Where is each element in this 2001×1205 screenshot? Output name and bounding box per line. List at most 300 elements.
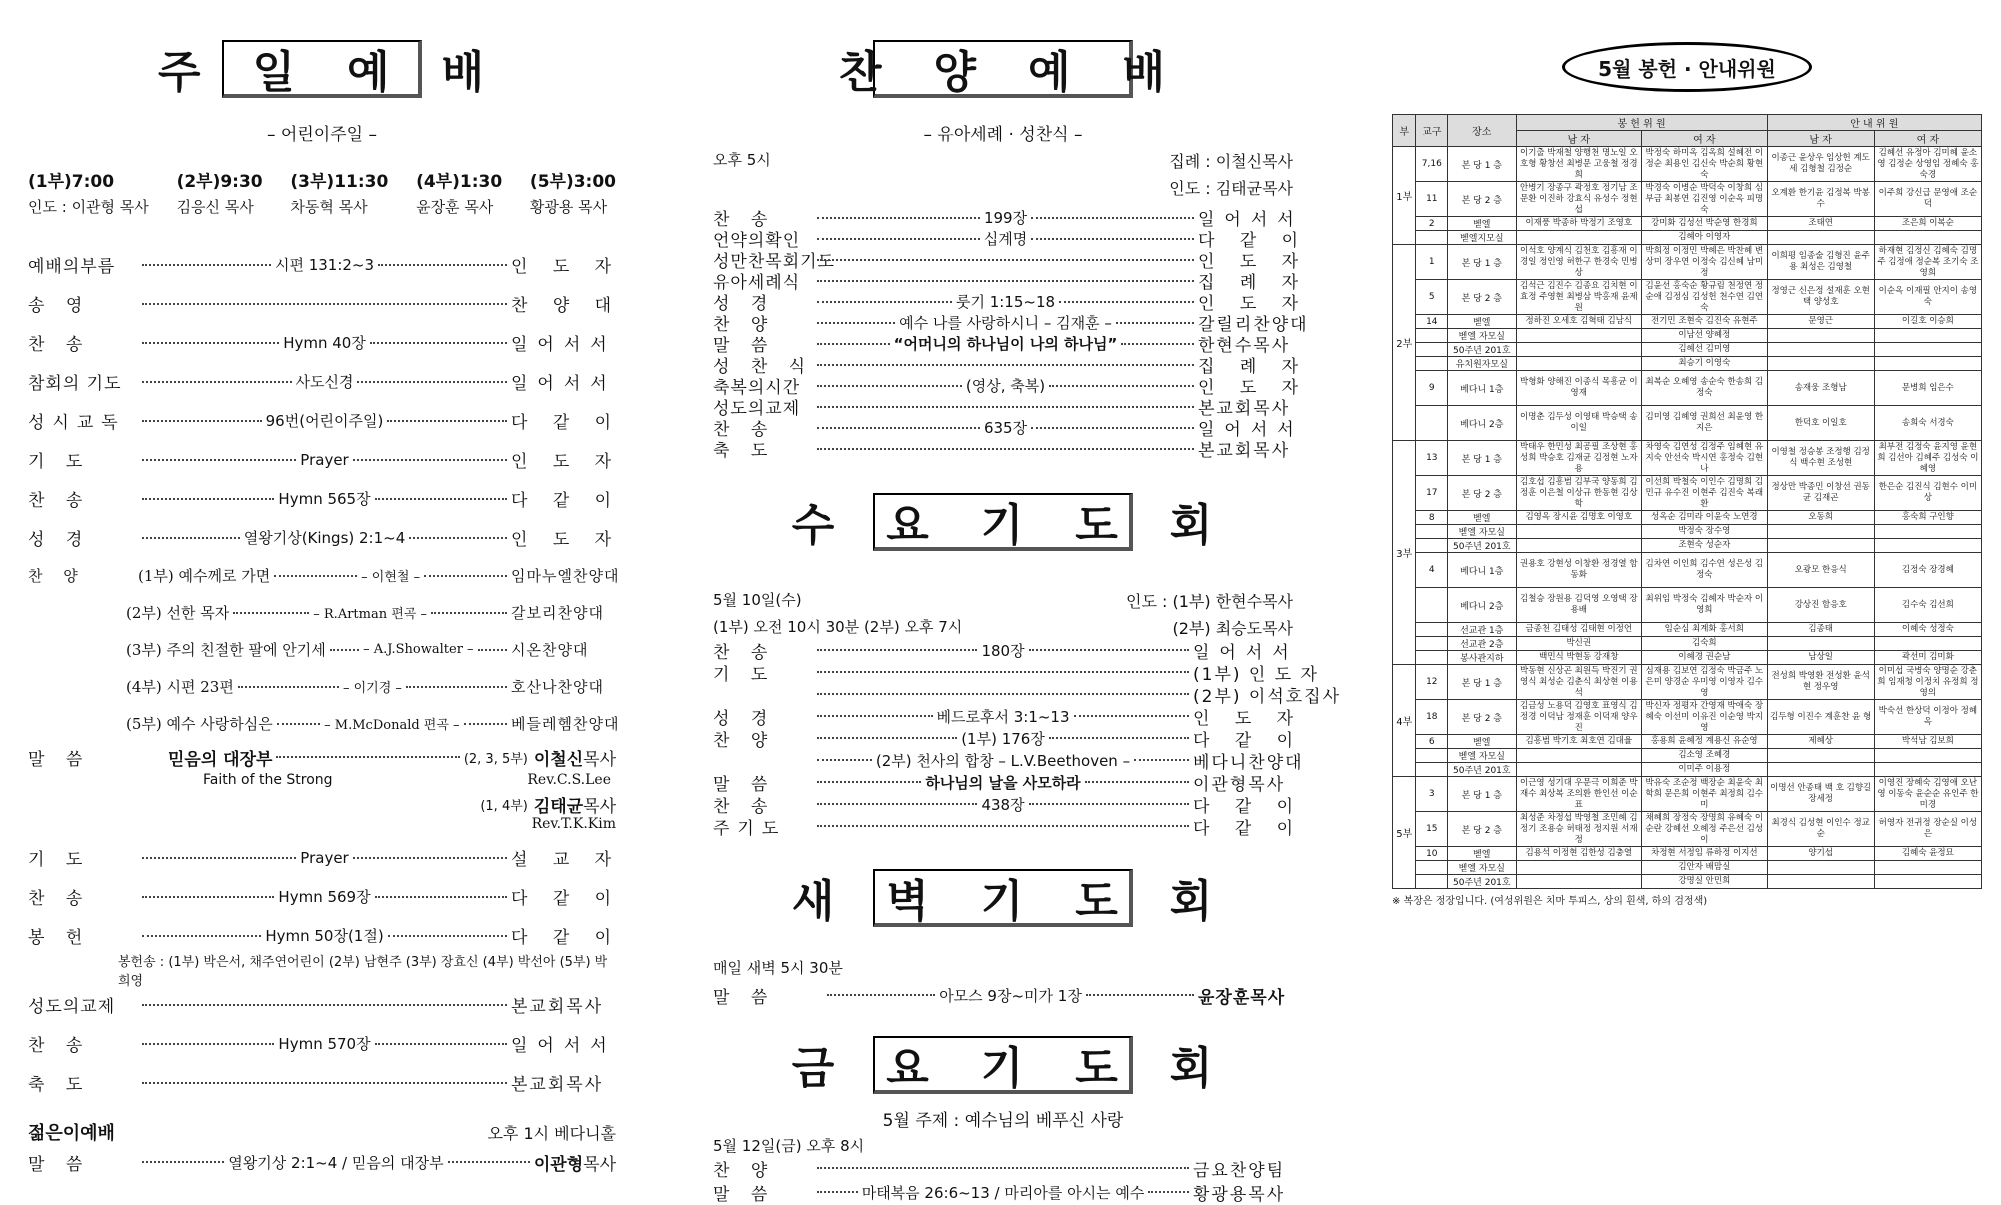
district-cell xyxy=(1416,231,1448,245)
leader-dots xyxy=(138,254,511,275)
order-role: 황광용목사 xyxy=(1193,1184,1286,1205)
order-row xyxy=(28,245,622,284)
names-cell: 강상진 함응호 xyxy=(1767,588,1874,623)
order-row xyxy=(28,479,622,518)
names-cell xyxy=(1767,861,1874,875)
order-label: 말 씀 xyxy=(713,1184,776,1205)
district-cell xyxy=(1416,875,1448,889)
names-cell: 이남선 양혜정 xyxy=(1642,329,1768,343)
district-cell: 14 xyxy=(1416,315,1448,329)
names-cell: 최부전 김정숙 윤지영 윤현희 김선아 김혜주 김성숙 이혜영 xyxy=(1874,441,1981,476)
order-role: 인 도 자 xyxy=(511,452,622,472)
names-cell xyxy=(1874,861,1981,875)
youth-label: 말 씀 xyxy=(28,1154,91,1175)
order-row xyxy=(28,401,622,440)
order-role: 일어서서 xyxy=(1198,420,1304,440)
anthem-choir: 베들레헴찬양대 xyxy=(511,715,620,733)
names-cell: 이희평 임종술 김형진 윤주용 최성은 김영철 xyxy=(1767,245,1874,280)
offering-song: 봉헌송 : (1부) 박은서, 채주연어린이 (2부) 남현주 (3부) 장효신 (4부) 박선아 (5부) 박희영 xyxy=(118,955,608,989)
dawn-title xyxy=(791,869,1213,927)
friday-title xyxy=(791,1036,1213,1094)
order-row xyxy=(28,1024,616,1063)
names-cell xyxy=(1874,525,1981,539)
order-label: 참회의 기도 xyxy=(28,374,122,394)
district-cell: 4 xyxy=(1416,553,1448,588)
order-label: 기 도 xyxy=(28,850,91,870)
order-row xyxy=(28,1063,616,1102)
leader-dots xyxy=(813,794,1193,815)
names-cell: 김혜아 이영자 xyxy=(1642,231,1768,245)
header-male: 남 자 xyxy=(1516,131,1642,147)
order-row xyxy=(713,354,1309,377)
order-label: 축 도 xyxy=(713,441,776,461)
leader-dots xyxy=(813,207,1198,228)
order-label: 성도의교제 xyxy=(713,399,801,419)
district-cell xyxy=(1416,525,1448,539)
service-leader: 김응신 목사 xyxy=(176,198,254,216)
order-role: 다 같 이 xyxy=(1198,231,1309,251)
names-cell xyxy=(1874,539,1981,553)
place-cell: 벧엘 xyxy=(1448,315,1516,329)
title-char: 회 xyxy=(1169,500,1213,551)
place-cell: 본 당 2 층 xyxy=(1448,280,1516,315)
order-content: 예수 나를 사랑하시니 – 김재훈 – xyxy=(899,314,1112,332)
order-label: 성 찬 식 xyxy=(713,357,814,377)
names-cell: 문영근 xyxy=(1767,315,1874,329)
leader-dots xyxy=(813,1182,1193,1203)
sermon-parts-2: (1, 4부) xyxy=(480,798,528,814)
names-cell: 오동희 xyxy=(1767,511,1874,525)
names-cell xyxy=(1516,343,1642,357)
anthem-title: (1부) 예수께로 가면 xyxy=(138,567,271,585)
header-offering: 봉 헌 위 원 xyxy=(1516,115,1767,131)
names-cell: 김석근 김진수 김종요 김치현 이효정 주영현 최병삼 박홍재 윤제원 xyxy=(1516,280,1642,315)
names-cell xyxy=(1516,329,1642,343)
order-row xyxy=(713,270,1309,293)
order-content: 룻기 1:15~18 xyxy=(955,293,1056,311)
title-char: 도 xyxy=(1075,500,1118,551)
order-row xyxy=(713,749,1304,773)
title-char: 수 xyxy=(791,500,835,551)
leader-dots xyxy=(813,728,1193,749)
leader-dots xyxy=(138,332,511,353)
leader-dots xyxy=(813,333,1198,354)
order-role: 이관형목사 xyxy=(1193,774,1286,795)
sunday-order xyxy=(28,245,622,557)
names-cell: 김금성 노용덕 김영호 표영식 김정경 이덕남 정재훈 이덕재 양우진 xyxy=(1516,700,1642,735)
title-char: 양 xyxy=(933,47,976,98)
names-cell: 이미섭 국병숙 양명순 강춘희 임재청 이정치 유정희 정영의 xyxy=(1874,665,1981,700)
order-label: 송 영 xyxy=(28,296,91,316)
names-cell: 김두형 이진수 계훈찬 윤 형 xyxy=(1767,700,1874,735)
order-label: 찬 송 xyxy=(28,1036,91,1056)
order-role: 본교회목사 xyxy=(511,1075,604,1095)
names-cell: 백민식 박현동 강재창 xyxy=(1516,651,1642,665)
names-cell: 최위임 박정숙 김혜자 박순자 이영희 xyxy=(1642,588,1768,623)
names-cell: 정하진 오세호 김혁태 김남식 xyxy=(1516,315,1642,329)
order-label: 기 도 xyxy=(28,452,91,472)
names-cell: 김철승 장원용 김덕영 오영택 장용배 xyxy=(1516,588,1642,623)
order-row xyxy=(28,877,622,916)
title-char: 요 xyxy=(886,1043,929,1094)
service-time-2 xyxy=(177,167,263,217)
names-cell xyxy=(1767,763,1874,777)
praise-title xyxy=(838,40,1166,98)
names-cell: 허영자 전귀정 장순실 이성은 xyxy=(1874,812,1981,847)
names-cell: 이혜숙 성정숙 xyxy=(1874,623,1981,637)
order-role: 인 도 자 xyxy=(1198,294,1309,314)
order-label: 찬 양 xyxy=(713,730,776,751)
order-label: 봉 헌 xyxy=(28,928,91,948)
order-role: 본교회목사 xyxy=(1198,399,1291,419)
order-row xyxy=(713,1180,1293,1204)
order-row xyxy=(713,417,1304,440)
anthem-row xyxy=(28,631,616,668)
names-cell: 김미영 김혜영 권희선 최윤영 한지은 xyxy=(1642,406,1768,441)
sunday-sermon xyxy=(28,742,616,838)
district-cell xyxy=(1416,357,1448,371)
names-cell: 전성희 박영환 전성환 윤석현 정우영 xyxy=(1767,665,1874,700)
title-char: 도 xyxy=(1075,876,1118,927)
order-label: 찬 송 xyxy=(713,642,776,663)
names-cell xyxy=(1874,329,1981,343)
service-time-4 xyxy=(416,167,502,217)
names-cell: 최복순 오혜영 송순숙 한송희 김정숙 xyxy=(1642,371,1768,406)
district-cell xyxy=(1416,406,1448,441)
names-cell: 김안자 배맘실 xyxy=(1642,861,1768,875)
service-time-5 xyxy=(530,167,616,217)
title-char: 회 xyxy=(1169,1043,1213,1094)
names-cell: 김윤선 홍숙순 황규림 천정연 정순애 김정심 김성헌 천수연 김연숙 xyxy=(1642,280,1768,315)
names-cell: 이주희 강신급 문영애 조순덕 xyxy=(1874,182,1981,217)
order-label: 유아세례식 xyxy=(713,273,801,293)
order-role: 집 례 자 xyxy=(1198,357,1309,377)
names-cell: 조현숙 성순자 xyxy=(1642,539,1768,553)
order-row xyxy=(28,440,622,479)
district-cell xyxy=(1416,539,1448,553)
order-content: Prayer xyxy=(300,848,349,867)
names-cell xyxy=(1516,749,1642,763)
district-cell: 7,16 xyxy=(1416,147,1448,182)
anthem-row xyxy=(28,557,620,594)
order-label: 성 경 xyxy=(713,294,776,314)
dawn-label: 말 씀 xyxy=(713,987,776,1008)
names-cell: 이미주 이용정 xyxy=(1642,763,1768,777)
names-cell: 이영철 정승봉 조정행 김정식 백수현 조성현 xyxy=(1767,441,1874,476)
order-row xyxy=(28,985,616,1024)
leader-dots xyxy=(813,280,1198,282)
district-cell: 12 xyxy=(1416,665,1448,700)
leader-dots xyxy=(813,259,1198,261)
order-content: 96번(어린이주일) xyxy=(265,412,384,430)
district-cell: 1 xyxy=(1416,245,1448,280)
anthem-composer: – M.McDonald 편곡 – xyxy=(324,718,460,733)
sermon-title-en: Faith of the Strong xyxy=(203,772,333,788)
district-cell xyxy=(1416,588,1448,623)
header-district: 교구 xyxy=(1416,115,1448,147)
district-cell xyxy=(1416,861,1448,875)
place-cell: 봉사관지하 xyxy=(1448,651,1516,665)
leader-dots xyxy=(813,671,1193,673)
leader-dots xyxy=(138,371,511,392)
names-cell: 김혜숙 윤정묘 xyxy=(1874,847,1981,861)
youth-preacher: 이관형 xyxy=(533,1154,584,1175)
order-content: Prayer xyxy=(300,450,349,469)
district-cell: 18 xyxy=(1416,700,1448,735)
names-cell: 박경숙 이병순 박덕숙 이창희 심부금 최봉연 김진영 이순옥 피명숙 xyxy=(1642,182,1768,217)
names-cell xyxy=(1874,231,1981,245)
anthem-choir: 갈보리찬양대 xyxy=(511,604,604,622)
leader-dots xyxy=(813,417,1198,438)
order-role: 일어서서 xyxy=(511,374,617,394)
order-row xyxy=(713,793,1304,817)
anthem-title: (2부) 선한 목자 xyxy=(126,604,230,622)
order-role: 다 같 이 xyxy=(511,491,622,511)
order-content: 열왕기상(Kings) 2:1~4 xyxy=(243,529,406,547)
district-cell: 11 xyxy=(1416,182,1448,217)
names-cell xyxy=(1516,861,1642,875)
names-cell: 조은희 이복순 xyxy=(1874,217,1981,231)
header-female: 여 자 xyxy=(1642,131,1768,147)
order-label: 성 경 xyxy=(28,530,91,550)
names-cell xyxy=(1767,525,1874,539)
place-cell: 벧엘 자모실 xyxy=(1448,749,1516,763)
sunday-section xyxy=(28,0,622,1178)
names-cell: 문병희 임은수 xyxy=(1874,371,1981,406)
order-label: 찬 양 xyxy=(713,1160,776,1181)
order-role: 집 례 자 xyxy=(1198,273,1309,293)
names-cell: 이종근 윤상우 임상헌 계도세 김형철 김정순 xyxy=(1767,147,1874,182)
order-label: 언약의확인 xyxy=(713,231,801,251)
district-cell xyxy=(1416,343,1448,357)
names-cell: 홍숙희 구인향 xyxy=(1874,511,1981,525)
preacher-2-suffix: 목사 xyxy=(583,796,616,817)
names-cell xyxy=(1767,539,1874,553)
place-cell: 본 당 2 층 xyxy=(1448,700,1516,735)
title-char: 배 xyxy=(1122,47,1166,98)
order-row xyxy=(28,323,616,362)
anthem-composer: – R.Artman 편곡 – xyxy=(313,607,427,622)
announce-note: ※ 복장은 정장입니다. (여성위원은 치마 투피스, 상의 흰색, 하의 검정색) xyxy=(1392,896,1708,907)
order-role: (1부) 인 도 자 xyxy=(1193,664,1319,685)
names-cell: 한덕호 이일호 xyxy=(1767,406,1874,441)
order-content: 십계명 xyxy=(983,230,1028,248)
order-role: 인 도 자 xyxy=(1198,252,1309,272)
order-label: 성만찬목회기도 xyxy=(713,252,835,272)
leader-dots xyxy=(813,750,1193,771)
announce-section xyxy=(1392,0,1982,907)
service-leader: 황광용 목사 xyxy=(529,198,608,216)
names-cell: 김혜선 김미영 xyxy=(1642,343,1768,357)
place-cell: 벧엘지모실 xyxy=(1448,231,1516,245)
names-cell: 차영숙 김연성 김정주 임혜현 유지숙 안선숙 박시연 홍정숙 김현나 xyxy=(1642,441,1768,476)
leader-dots xyxy=(138,886,511,907)
leader-dots xyxy=(138,488,511,509)
place-cell: 본 당 2 층 xyxy=(1448,476,1516,511)
title-char: 요 xyxy=(886,500,929,551)
names-cell xyxy=(1516,525,1642,539)
names-cell: 박석남 김보희 xyxy=(1874,735,1981,749)
leader-dots xyxy=(270,566,511,585)
names-cell: 안병기 장종구 곽정호 정기남 조문환 이진하 강효식 유성수 정현섭 xyxy=(1516,182,1642,217)
order-label: 찬 송 xyxy=(28,335,91,355)
order-row xyxy=(28,284,622,323)
names-cell: 이명춘 김두성 이영태 박승택 송이일 xyxy=(1516,406,1642,441)
names-cell xyxy=(1874,763,1981,777)
title-char: 예 xyxy=(347,47,390,98)
anthem-row xyxy=(28,594,616,631)
order-role: 인 도 자 xyxy=(1193,708,1304,729)
place-cell: 베다니 1층 xyxy=(1448,371,1516,406)
order-role: 일어서서 xyxy=(1193,642,1299,663)
names-cell: 이선희 박철숙 이인수 김명희 김민규 유수진 이현주 김진숙 복래환 xyxy=(1642,476,1768,511)
leader-dots xyxy=(813,640,1193,661)
place-cell: 본 당 2 층 xyxy=(1448,812,1516,847)
praise-order xyxy=(713,207,1309,461)
leader-dots xyxy=(813,312,1198,333)
title-char: 예 xyxy=(1028,47,1071,98)
district-cell: 3 xyxy=(1416,777,1448,812)
names-cell: 금종천 김태성 김태현 이정언 xyxy=(1516,623,1642,637)
sunday-anthems xyxy=(28,557,620,742)
names-cell: 김혜선 유정아 김미혜 윤소영 김정순 상영임 정혜숙 홍숙경 xyxy=(1874,147,1981,182)
service-leader: 차동혁 목사 xyxy=(290,198,368,216)
leader-dots xyxy=(813,693,1193,695)
order-row xyxy=(28,362,616,401)
title-char: 찬 xyxy=(838,47,882,98)
names-cell: 김숙희 xyxy=(1642,637,1768,651)
leader-dots xyxy=(813,291,1198,312)
names-cell: 김소영 조혜경 xyxy=(1642,749,1768,763)
order-label: 주기도 xyxy=(713,818,787,839)
order-row xyxy=(713,815,1304,839)
names-cell xyxy=(1767,329,1874,343)
service-time: (4부)1:30 xyxy=(416,172,503,192)
service-times xyxy=(28,167,616,217)
place-cell: 50주년 201호 xyxy=(1448,539,1516,553)
order-label: 찬 송 xyxy=(28,491,91,511)
names-cell: 박유숙 조순정 백장순 최윤숙 최학희 문은희 이현주 최정희 김수미 xyxy=(1642,777,1768,812)
names-cell: 박신자 정평자 간영재 박애숙 장혜숙 이선미 이유진 이순영 박지영 xyxy=(1642,700,1768,735)
leader-dots xyxy=(138,925,511,946)
names-cell: 전기민 조현숙 김진숙 유현주 xyxy=(1642,315,1768,329)
sunday-order-3 xyxy=(28,985,616,1102)
order-row xyxy=(713,438,1293,459)
names-cell: 박숙선 한상덕 이정아 정혜옥 xyxy=(1874,700,1981,735)
names-cell: 박동현 신상곤 최원득 박진기 권영식 최성순 김춘식 최상현 이용석 xyxy=(1516,665,1642,700)
leader-dots xyxy=(138,1082,511,1084)
order-role: 베다니찬양대 xyxy=(1193,752,1304,773)
names-cell xyxy=(1516,763,1642,777)
order-label: 축 도 xyxy=(28,1075,91,1095)
announce-table xyxy=(1392,114,1982,889)
names-cell: 김종태 xyxy=(1767,623,1874,637)
order-label: 찬 송 xyxy=(713,420,776,440)
order-label: 찬 양 xyxy=(713,315,776,335)
district-cell xyxy=(1416,651,1448,665)
title-char: 벽 xyxy=(886,876,929,927)
names-cell: 김수숙 김선희 xyxy=(1874,588,1981,623)
order-row xyxy=(713,771,1293,793)
names-cell: 강미화 김성선 박순영 한경희 xyxy=(1642,217,1768,231)
title-char: 기 xyxy=(980,1043,1024,1094)
order-label: 찬 송 xyxy=(28,889,91,909)
youth-mid: 열왕기상 2:1~4 / 믿음의 대장부 xyxy=(228,1153,444,1172)
names-cell xyxy=(1516,357,1642,371)
order-row xyxy=(713,207,1304,230)
praise-officiant: 집례 : 이철신목사 xyxy=(1169,152,1293,171)
service-time-3 xyxy=(290,167,388,217)
order-content: 438장 xyxy=(981,795,1025,814)
sunday-title xyxy=(157,40,485,98)
leader-dots xyxy=(138,410,511,431)
leader-dots xyxy=(813,448,1198,450)
service-time: (3부)11:30 xyxy=(290,172,389,192)
wed-leader-2: (2부) 최승도목사 xyxy=(1172,619,1293,638)
order-content: 635장 xyxy=(983,419,1028,437)
preacher-1: 이철신 xyxy=(533,749,584,770)
leader-dots xyxy=(234,677,511,696)
leader-dots xyxy=(813,228,1198,249)
service-time: (1부)7:00 xyxy=(28,172,115,192)
anthem-choir: 임마누엘찬양대 xyxy=(511,567,620,585)
wed-date: 5월 10일(수) xyxy=(713,591,802,609)
youth-service xyxy=(28,1118,616,1178)
sunday-order-2 xyxy=(28,838,622,955)
evening-section xyxy=(713,0,1342,1205)
names-cell xyxy=(1767,231,1874,245)
preacher-2-en: Rev.T.K.Kim xyxy=(531,816,616,832)
wednesday-title xyxy=(791,493,1213,551)
leader-dots xyxy=(813,1167,1193,1169)
order-row xyxy=(713,639,1299,663)
wed-leader-1: 인도 : (1부) 한현수목사 xyxy=(1126,592,1293,611)
title-char: 기 xyxy=(980,500,1024,551)
names-cell: 박형화 양해진 이종식 목흥균 이영재 xyxy=(1516,371,1642,406)
district-cell: 8 xyxy=(1416,511,1448,525)
district-cell xyxy=(1416,637,1448,651)
names-cell: 박정숙 장수영 xyxy=(1642,525,1768,539)
service-time: (5부)3:00 xyxy=(529,172,616,192)
names-cell: 최승기 이영숙 xyxy=(1642,357,1768,371)
names-cell: 김호섭 김흥범 김부국 양동희 김정훈 이은철 이상규 한동현 김상학 xyxy=(1516,476,1642,511)
leader-dots xyxy=(813,772,1193,793)
names-cell: 김차연 이인희 김수연 성은성 김정숙 xyxy=(1642,553,1768,588)
preacher-1-en: Rev.C.S.Lee xyxy=(527,772,611,788)
anthem-label: 찬 양 xyxy=(28,567,86,585)
service-leader: 인도 : 이관형 목사 xyxy=(28,198,149,216)
names-cell: 김영옥 장시윤 김명호 이영호 xyxy=(1516,511,1642,525)
place-cell: 벧엘 xyxy=(1448,847,1516,861)
names-cell: 오광모 한응식 xyxy=(1767,553,1874,588)
order-row xyxy=(713,727,1304,751)
names-cell: 임순심 최계화 홍서희 xyxy=(1642,623,1768,637)
leader-dots xyxy=(813,375,1198,396)
praise-subtitle: – 유아세례 · 성찬식 – xyxy=(923,125,1083,145)
anthem-composer: – 이현철 – xyxy=(361,570,421,585)
names-cell xyxy=(1767,637,1874,651)
header-female: 여 자 xyxy=(1874,131,1981,147)
names-cell xyxy=(1874,875,1981,889)
place-cell: 유치원자모실 xyxy=(1448,357,1516,371)
order-label: 찬 송 xyxy=(713,210,776,230)
place-cell: 벧엘 자모실 xyxy=(1448,525,1516,539)
district-cell: 6 xyxy=(1416,735,1448,749)
district-cell xyxy=(1416,763,1448,777)
names-cell xyxy=(1516,875,1642,889)
names-cell xyxy=(1767,357,1874,371)
place-cell: 베다니 2층 xyxy=(1448,588,1516,623)
